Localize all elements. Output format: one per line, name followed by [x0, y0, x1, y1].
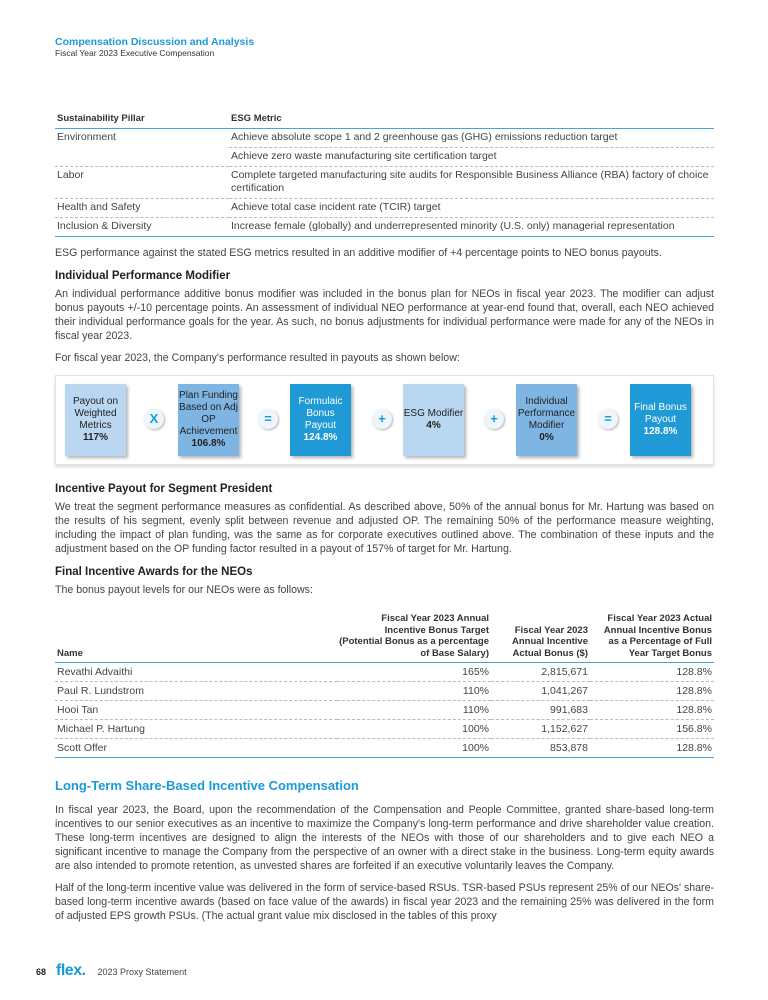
plus-operator-icon: + [372, 409, 392, 429]
table-row [55, 218, 714, 237]
column-header: Name [55, 611, 337, 663]
individual-modifier-heading: Individual Performance Modifier [55, 270, 231, 282]
pillar-cell: Health and Safety [55, 199, 229, 218]
document-title: 2023 Proxy Statement [97, 967, 187, 977]
bonus-payout-flow [55, 375, 714, 465]
section-title: Compensation Discussion and Analysis [55, 36, 255, 48]
long-term-heading: Long-Term Share-Based Incentive Compensation [55, 778, 359, 793]
pct-cell: 128.8% [590, 682, 714, 701]
metric-cell: Increase female (globally) and underrepresented minority (U.S. only) managerial representation [229, 218, 714, 237]
pillar-cell: Labor [55, 167, 229, 199]
pct-cell: 128.8% [590, 663, 714, 682]
pct-cell: 156.8% [590, 720, 714, 739]
pillar-cell [55, 148, 229, 167]
name-cell: Michael P. Hartung [55, 720, 337, 739]
name-cell: Revathi Advaithi [55, 663, 337, 682]
esg-result-text: ESG performance against the stated ESG metrics resulted in an additive modifier of +4 percentage points to NEO bonus payouts. [55, 247, 662, 259]
table-row [55, 720, 714, 739]
actual-cell: 853,878 [491, 739, 590, 758]
target-cell: 165% [337, 663, 491, 682]
name-cell: Hooi Tan [55, 701, 337, 720]
name-cell: Paul R. Lundstrom [55, 682, 337, 701]
box-label: Plan Funding Based on Adj OP Achievement [179, 390, 238, 437]
page-number: 68 [36, 967, 47, 977]
table-row [55, 167, 714, 199]
multiply-operator-icon: X [144, 409, 164, 429]
actual-cell: 1,041,267 [491, 682, 590, 701]
box-value: 117% [82, 432, 109, 443]
pct-cell: 128.8% [590, 701, 714, 720]
individual-modifier-box [516, 384, 577, 456]
box-label: Individual Performance Modifier [517, 396, 576, 431]
metric-cell: Achieve total case incident rate (TCIR) target [229, 199, 714, 218]
actual-cell: 991,683 [491, 701, 590, 720]
column-header: Sustainability Pillar [55, 110, 229, 129]
box-value: 128.8% [643, 426, 678, 437]
table-row [55, 663, 714, 682]
esg-metrics-table [55, 110, 714, 237]
box-label: Payout on Weighted Metrics [72, 396, 119, 431]
metric-cell: Achieve zero waste manufacturing site certification target [229, 148, 714, 167]
target-cell: 100% [337, 720, 491, 739]
plan-funding-box [178, 384, 239, 456]
individual-modifier-body: An individual performance additive bonus modifier was included in the bonus plan for NEOs in fiscal year 2023. The modifier can adjust bonus payouts +/-10 percentage points. An assessment of individual NEO performance at year-end found that, overall, each NEO achieved their individual performance goals for the year. As such, no bonus adjustments for individual performance were made for any of the NEOs in fiscal year 2023. [55, 288, 714, 342]
equals-operator-icon: = [598, 409, 618, 429]
box-value: 124.8% [303, 432, 338, 443]
flex-logo: flex. [56, 962, 86, 979]
payout-intro: For fiscal year 2023, the Company's performance resulted in payouts as shown below: [55, 352, 460, 364]
column-header: Fiscal Year 2023 Annual Incentive Bonus Target (Potential Bonus as a percentage of Base Salary) [337, 611, 491, 663]
target-cell: 110% [337, 682, 491, 701]
table-row [55, 739, 714, 758]
box-value: 4% [426, 420, 441, 431]
actual-cell: 1,152,627 [491, 720, 590, 739]
table-row [55, 148, 714, 167]
subsection-title: Fiscal Year 2023 Executive Compensation [55, 48, 215, 58]
final-awards-heading: Final Incentive Awards for the NEOs [55, 566, 253, 578]
formulaic-bonus-box [290, 384, 351, 456]
plus-operator-icon: + [484, 409, 504, 429]
box-value: 0% [539, 432, 554, 443]
pct-cell: 128.8% [590, 739, 714, 758]
target-cell: 110% [337, 701, 491, 720]
esg-modifier-box [403, 384, 464, 456]
column-header: ESG Metric [229, 110, 714, 129]
target-cell: 100% [337, 739, 491, 758]
name-cell: Scott Offer [55, 739, 337, 758]
column-header: Fiscal Year 2023 Annual Incentive Actual Bonus ($) [491, 611, 590, 663]
pillar-cell: Environment [57, 131, 116, 143]
segment-heading: Incentive Payout for Segment President [55, 483, 273, 495]
segment-body: We treat the segment performance measures as confidential. As described above, 50% of the annual bonus for Mr. Hartung was based on the results of his segment, evenly split between revenue and adjusted OP. The remaining 50% of the performance measure weighting, including the impact of plan funding, was the same as for corporate executives outlined above. The combination of these inputs and the adjustment based on the OP funding factor resulted in a payout of 157% of target for Mr. Hartung. [55, 501, 714, 555]
table-row [55, 129, 714, 148]
column-header: Fiscal Year 2023 Actual Annual Incentive Bonus as a Percentage of Full Year Target Bonus [590, 611, 714, 663]
long-term-paragraph-1: In fiscal year 2023, the Board, upon the recommendation of the Compensation and People Committee, granted share-based long-term incentives to our senior executives as an incentive to maximize the Company's long-term performance and drive shareholder value creation. These long-term incentives are designed to align the interests of the NEOs with those of our shareholders and to give each NEO a significant incentive to manage the Company from the perspective of an owner with a direct stake in the business. Long-term equity awards are also intended to promote retention, as unvested shares are forfeited if an executive voluntarily leaves the Company. [55, 804, 714, 872]
long-term-paragraph-2: Half of the long-term incentive value was delivered in the form of service-based RSUs. TSR-based PSUs represent 25% of our NEOs' share-based long-term incentive awards (based on face value of the awards) in fiscal year 2023 and the remaining 25% was delivered in the form of adjusted EPS growth PSUs. (The actual grant value mix disclosed in the tables of this proxy [55, 882, 714, 922]
box-label: ESG Modifier [403, 408, 464, 419]
page-content [55, 110, 714, 923]
pillar-cell: Inclusion & Diversity [55, 218, 229, 237]
table-row [55, 701, 714, 720]
equals-operator-icon: = [258, 409, 278, 429]
payout-weighted-metrics-box [65, 384, 126, 456]
box-label: Final Bonus Payout [634, 402, 687, 425]
table-row [55, 199, 714, 218]
page-header [55, 36, 254, 59]
neo-bonus-table [55, 611, 714, 758]
table-row [55, 682, 714, 701]
actual-cell: 2,815,671 [491, 663, 590, 682]
final-awards-intro: The bonus payout levels for our NEOs were as follows: [55, 584, 313, 596]
box-value: 106.8% [191, 438, 226, 449]
box-label: Formulaic Bonus Payout [298, 396, 343, 431]
final-bonus-box [630, 384, 691, 456]
page-footer [36, 962, 187, 980]
metric-cell: Complete targeted manufacturing site audits for Responsible Business Alliance (RBA) factory of choice certification [229, 167, 714, 199]
metric-cell: Achieve absolute scope 1 and 2 greenhouse gas (GHG) emissions reduction target [229, 129, 714, 148]
